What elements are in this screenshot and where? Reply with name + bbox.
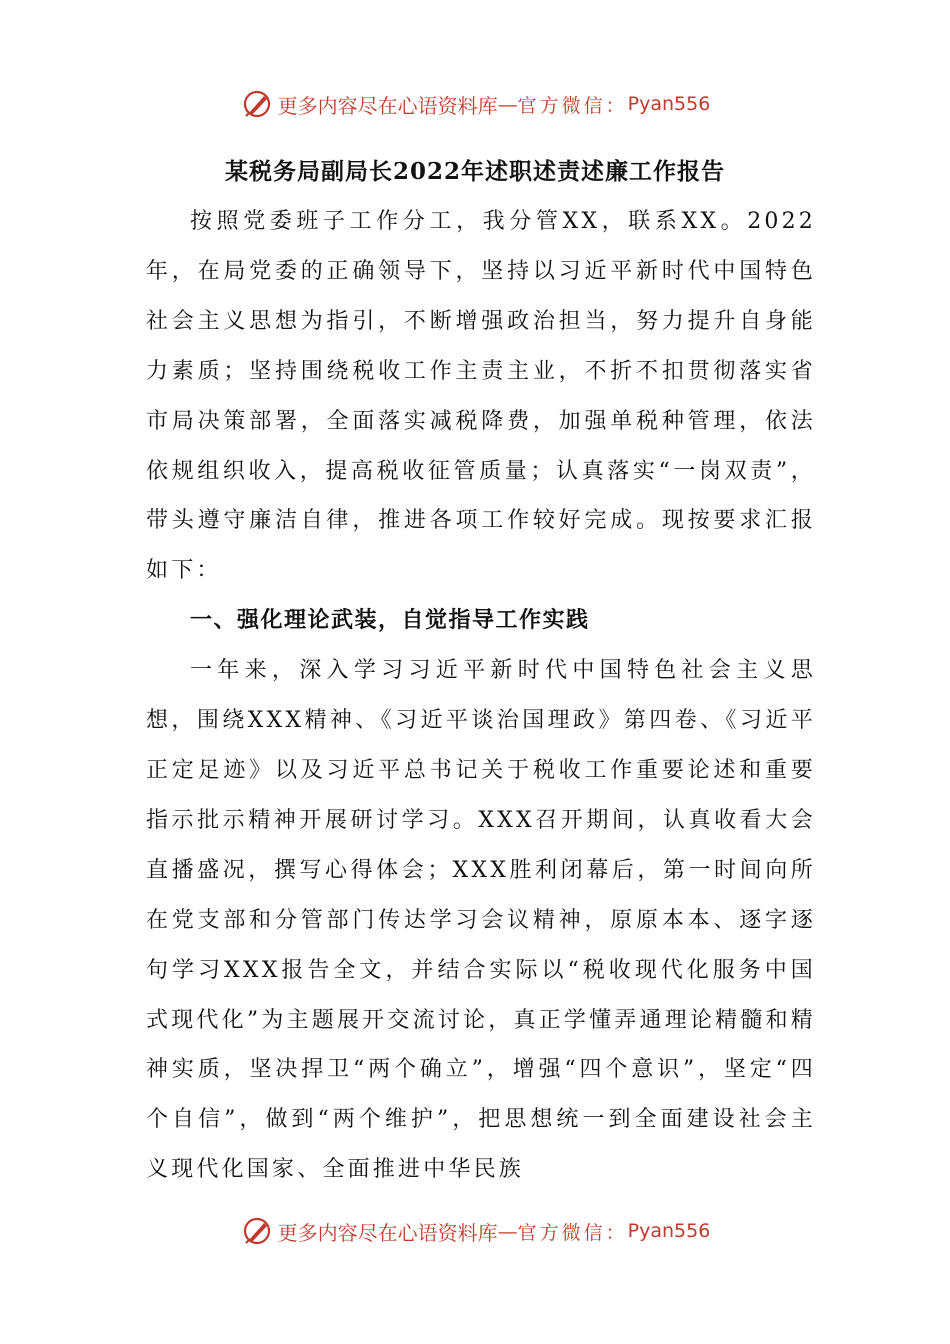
section-paragraph: 一年来，深入学习习近平新时代中国特色社会主义思想，围绕XXX精神、《习近平谈治国理政》第四卷、《习近平正定足迹》以及习近平总书记关于税收工作重要论述和重要指示批示精神开展研讨学习。XXX召开期间，认真收看大会直播盛况，撰写心得体会；XXX胜利闭幕后，第一时间向所在党支部和分管部门传达学习会议精神，原原本本、逐字逐句学习XXX报告全文，并结合实际以“税收现代化服务中国式现代化”为主题展开交流讨论，真正学懂弄通理论精髓和精神实质，坚决捍卫“两个确立”，增强“四个意识”，坚定“四个自信”，做到“两个维护”，把思想统一到全面建设社会主义现代化国家、全面推进中华民族 bbox=[146, 658, 816, 1183]
watermark-main-text: 更多内容尽在心语资料库 bbox=[277, 93, 498, 118]
watermark-dash: — bbox=[497, 92, 518, 116]
intro-paragraph: 按照党委班子工作分工，我分管XX，联系XX。2022年，在局党委的正确领导下，坚持以习近平新时代中国特色社会主义思想为指引，不断增强政治担当，努力提升自身能力素质；坚持围绕税收工作主责主业，不折不扣贯彻落实省市局决策部署，全面落实减税降费，加强单税种管理，依法依规组织收入，提高税收征管质量；认真落实“一岗双责”，带头遵守廉洁自律，推进各项工作较好完成。现按要求汇报如下： bbox=[146, 209, 816, 584]
document-title: 某税务局副局长2022年述职述责述廉工作报告 bbox=[224, 158, 725, 185]
watermark-header bbox=[0, 84, 950, 124]
watermark-main-text: 更多内容尽在心语资料库 bbox=[277, 1220, 498, 1245]
watermark-id: Pyan556 bbox=[627, 1220, 711, 1242]
document-body bbox=[146, 197, 816, 1195]
watermark-sub-text: 官方微信： bbox=[517, 1221, 628, 1244]
watermark-footer bbox=[0, 1211, 950, 1251]
section-heading: 一、强化理论武装，自觉指导工作实践 bbox=[190, 607, 590, 634]
watermark-dash: — bbox=[497, 1219, 518, 1243]
watermark-sub-text: 官方微信： bbox=[517, 94, 628, 117]
pen-circle-logo-icon bbox=[240, 1214, 274, 1248]
watermark-id: Pyan556 bbox=[627, 93, 711, 115]
pen-circle-logo-icon bbox=[240, 87, 274, 121]
